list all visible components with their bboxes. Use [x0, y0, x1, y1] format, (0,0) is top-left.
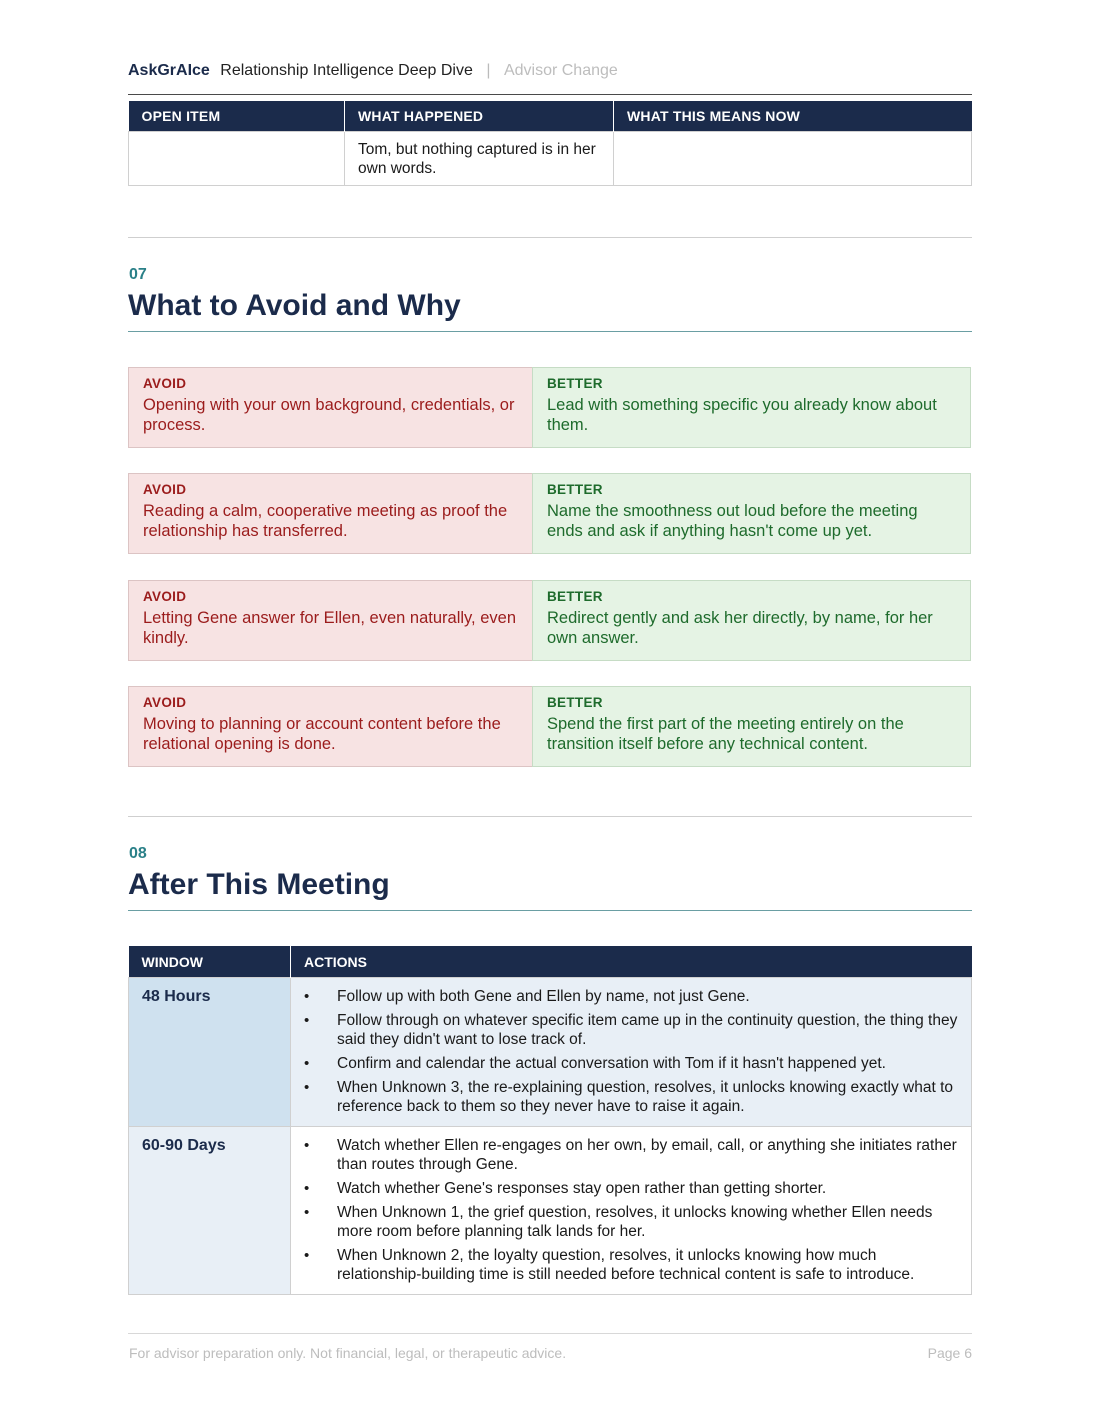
open-items-table	[128, 101, 972, 186]
better-cell	[532, 367, 971, 448]
list-item: • Confirm and calendar the actual conversation with Tom if it hasn't happened yet.	[304, 1054, 958, 1073]
report-title: Relationship Intelligence Deep Dive	[220, 62, 473, 79]
avoid-label: AVOID	[143, 695, 187, 710]
list-item: • Watch whether Ellen re-engages on her own, by email, call, or anything she initiates rather than routes through Gene.	[304, 1136, 958, 1174]
actions-cell	[291, 978, 972, 1127]
section-title: After This Meeting	[128, 868, 390, 901]
avoid-text: Opening with your own background, credentials, or process.	[143, 396, 515, 434]
avoid-cell	[128, 686, 532, 767]
section-divider	[128, 816, 972, 817]
better-label: BETTER	[547, 695, 603, 710]
avoid-text: Moving to planning or account content before the relational opening is done.	[143, 715, 501, 753]
table-cell: Tom, but nothing captured is in her own words.	[345, 132, 614, 186]
avoid-better-row	[128, 473, 971, 554]
avoid-label: AVOID	[143, 376, 187, 391]
page-header	[128, 62, 972, 95]
better-text: Lead with something specific you already know about them.	[547, 396, 937, 434]
table-row	[129, 132, 972, 186]
window-cell: 48 Hours	[129, 978, 291, 1127]
list-item: • Follow up with both Gene and Ellen by name, not just Gene.	[304, 987, 958, 1006]
better-cell	[532, 473, 971, 554]
action-list	[304, 1136, 958, 1284]
avoid-label: AVOID	[143, 589, 187, 604]
report-section: Advisor Change	[503, 62, 618, 79]
brand-name: AskGrAIce	[128, 62, 210, 79]
better-label: BETTER	[547, 482, 603, 497]
list-item: • When Unknown 1, the grief question, resolves, it unlocks knowing whether Ellen needs more room before planning talk lands for her.	[304, 1203, 958, 1241]
section-title: What to Avoid and Why	[128, 289, 461, 322]
avoid-cell	[128, 367, 532, 448]
list-item: • When Unknown 2, the loyalty question, resolves, it unlocks knowing how much relationship-building time is still needed before technical content is safe to introduce.	[304, 1246, 958, 1284]
actions-cell	[291, 1127, 972, 1295]
table-header-row	[129, 101, 972, 132]
footer-rule	[128, 1333, 972, 1334]
list-item: • Watch whether Gene's responses stay open rather than getting shorter.	[304, 1179, 958, 1198]
better-text: Name the smoothness out loud before the meeting ends and ask if anything hasn't come up yet.	[547, 502, 918, 540]
column-header-open-item: OPEN ITEM	[129, 101, 345, 132]
section-divider	[128, 237, 972, 238]
avoid-cell	[128, 473, 532, 554]
section-title-rule	[128, 910, 972, 911]
better-text: Redirect gently and ask her directly, by name, for her own answer.	[547, 609, 933, 647]
list-item: • Follow through on whatever specific item came up in the continuity question, the thing they said they didn't want to lose track of.	[304, 1011, 958, 1049]
table-cell	[129, 132, 345, 186]
avoid-label: AVOID	[143, 482, 187, 497]
section-number: 07	[129, 266, 147, 283]
action-list	[304, 987, 958, 1116]
better-cell	[532, 580, 971, 661]
avoid-text: Letting Gene answer for Ellen, even naturally, even kindly.	[143, 609, 516, 647]
header-separator: |	[486, 62, 491, 79]
table-row	[129, 978, 972, 1127]
column-header-window: WINDOW	[129, 946, 291, 978]
section-number: 08	[129, 845, 147, 862]
column-header-what-happened: WHAT HAPPENED	[345, 101, 614, 132]
better-label: BETTER	[547, 376, 603, 391]
better-text: Spend the first part of the meeting entirely on the transition itself before any technical content.	[547, 715, 904, 753]
after-meeting-table	[128, 946, 972, 1295]
avoid-cell	[128, 580, 532, 661]
better-label: BETTER	[547, 589, 603, 604]
column-header-what-this-means-now: WHAT THIS MEANS NOW	[614, 101, 972, 132]
list-item: • When Unknown 3, the re-explaining question, resolves, it unlocks knowing exactly what to reference back to them so they never have to raise it again.	[304, 1078, 958, 1116]
window-cell: 60-90 Days	[129, 1127, 291, 1295]
table-cell	[614, 132, 972, 186]
footer-disclaimer: For advisor preparation only. Not financial, legal, or therapeutic advice.	[129, 1345, 567, 1361]
section-title-rule	[128, 331, 972, 332]
page-number: Page 6	[927, 1345, 972, 1361]
avoid-better-row	[128, 686, 971, 767]
avoid-better-row	[128, 580, 971, 661]
table-row	[129, 1127, 972, 1295]
avoid-text: Reading a calm, cooperative meeting as proof the relationship has transferred.	[143, 502, 508, 540]
better-cell	[532, 686, 971, 767]
avoid-better-row	[128, 367, 971, 448]
table-header-row	[129, 946, 972, 978]
column-header-actions: ACTIONS	[291, 946, 972, 978]
